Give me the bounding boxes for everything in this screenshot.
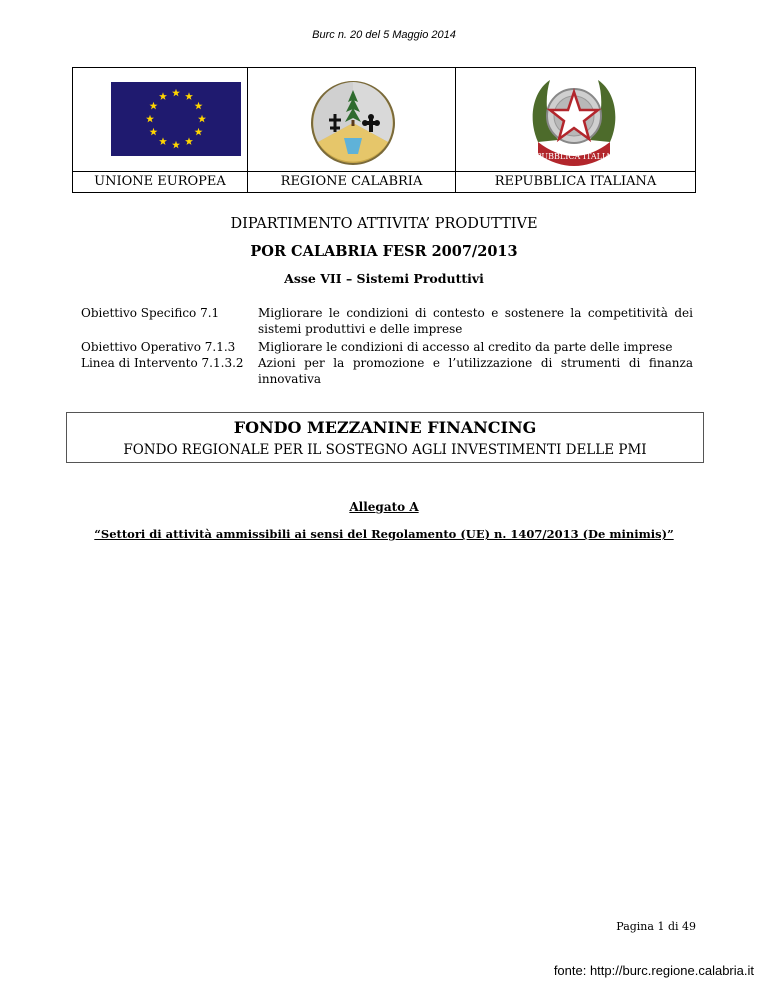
allegato-subtitle: “Settori di attività ammissibili ai sensi del Regolamento (UE) n. 1407/2013 (De minimis)” xyxy=(94,527,674,541)
logo-cell-calabria xyxy=(248,68,456,192)
logo-cell-italy xyxy=(456,68,695,192)
objective-label: Obiettivo Specifico 7.1 xyxy=(81,306,220,320)
allegato-title: Allegato A xyxy=(349,500,419,514)
objective-label: Obiettivo Operativo 7.1.3 xyxy=(81,340,236,354)
logo-caption-eu: UNIONE EUROPEA xyxy=(73,171,247,192)
italian-republic-emblem-text: REPUBBLICA ITALIANA xyxy=(524,152,624,161)
logo-cell-eu xyxy=(73,68,248,192)
fondo-box xyxy=(66,412,704,463)
por-title: POR CALABRIA FESR 2007/2013 xyxy=(250,243,518,260)
objective-text: Migliorare le condizioni di contesto e sostenere la competitività dei sistemi produttivi e delle imprese xyxy=(258,306,693,336)
eu-flag-icon xyxy=(111,82,241,156)
fondo-title: FONDO MEZZANINE FINANCING xyxy=(233,418,537,437)
page-number: Pagina 1 di 49 xyxy=(616,920,696,933)
burc-header: Burc n. 20 del 5 Maggio 2014 xyxy=(312,29,456,41)
objective-label: Linea di Intervento 7.1.3.2 xyxy=(81,356,244,370)
source-link[interactable]: fonte: http://burc.regione.calabria.it xyxy=(553,963,754,978)
department-title: DIPARTIMENTO ATTIVITA’ PRODUTTIVE xyxy=(230,216,538,232)
logo-table xyxy=(72,67,696,193)
calabria-coat-of-arms-icon xyxy=(308,76,398,170)
italian-republic-emblem-icon xyxy=(524,70,624,172)
objective-text: Azioni per la promozione e l’utilizzazione di strumenti di finanza innovativa xyxy=(258,356,693,386)
logo-caption-calabria: REGIONE CALABRIA xyxy=(248,171,455,192)
objective-text: Migliorare le condizioni di accesso al credito da parte delle imprese xyxy=(258,340,673,354)
asse-title: Asse VII – Sistemi Produttivi xyxy=(284,271,484,286)
fondo-subtitle: FONDO REGIONALE PER IL SOSTEGNO AGLI INVESTIMENTI DELLE PMI xyxy=(123,442,647,458)
logo-caption-italy: REPUBBLICA ITALIANA xyxy=(456,171,695,192)
